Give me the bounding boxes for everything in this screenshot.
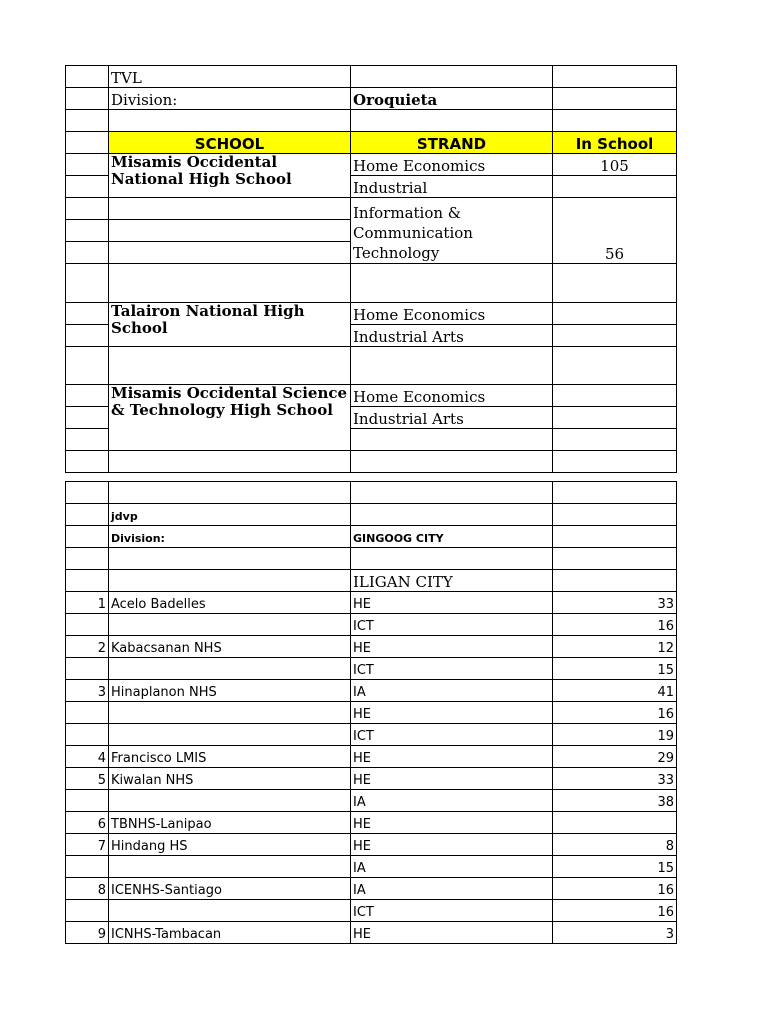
school-cell[interactable]: Acelo Badelles xyxy=(109,592,351,614)
row-number[interactable]: 2 xyxy=(66,636,109,658)
table-row xyxy=(66,592,677,614)
header-strand[interactable]: STRAND xyxy=(351,132,553,154)
school-name[interactable]: Misamis Occidental National High School xyxy=(109,154,351,198)
count-cell[interactable]: 33 xyxy=(553,592,677,614)
school-cell[interactable] xyxy=(109,724,351,746)
row-number[interactable]: 3 xyxy=(66,680,109,702)
count-cell[interactable]: 8 xyxy=(553,834,677,856)
strand-cell[interactable]: IA xyxy=(351,878,553,900)
count-cell[interactable] xyxy=(553,812,677,834)
count-cell[interactable]: 29 xyxy=(553,746,677,768)
row-number[interactable] xyxy=(66,724,109,746)
count-cell[interactable]: 12 xyxy=(553,636,677,658)
jdvp-table xyxy=(65,481,677,944)
strand-cell[interactable]: HE xyxy=(351,702,553,724)
row-number[interactable]: 9 xyxy=(66,922,109,944)
count-cell[interactable]: 38 xyxy=(553,790,677,812)
strand-cell[interactable]: HE xyxy=(351,768,553,790)
table-row xyxy=(66,790,677,812)
row-number[interactable] xyxy=(66,856,109,878)
count-cell[interactable]: 16 xyxy=(553,900,677,922)
school-cell[interactable] xyxy=(109,900,351,922)
spreadsheet xyxy=(65,65,676,944)
table-row xyxy=(66,812,677,834)
count-cell[interactable]: 16 xyxy=(553,702,677,724)
row-number[interactable]: 8 xyxy=(66,878,109,900)
division-value[interactable]: GINGOOG CITY xyxy=(351,526,553,548)
count-cell[interactable]: 16 xyxy=(553,614,677,636)
strand-cell[interactable]: ICT xyxy=(351,658,553,680)
division-label[interactable]: Division: xyxy=(109,526,351,548)
cell[interactable] xyxy=(66,66,109,88)
table-row xyxy=(66,834,677,856)
strand-cell[interactable]: HE xyxy=(351,746,553,768)
row-number[interactable] xyxy=(66,614,109,636)
count-cell[interactable]: 19 xyxy=(553,724,677,746)
cell[interactable] xyxy=(66,88,109,110)
table-row xyxy=(66,680,677,702)
row-number[interactable]: 7 xyxy=(66,834,109,856)
strand-cell[interactable]: HE xyxy=(351,922,553,944)
header-in-school[interactable]: In School xyxy=(553,132,677,154)
school-name[interactable]: Talairon National High School xyxy=(109,303,351,347)
strand-cell[interactable]: HE xyxy=(351,812,553,834)
school-cell[interactable]: Kabacsanan NHS xyxy=(109,636,351,658)
school-cell[interactable]: Francisco LMIS xyxy=(109,746,351,768)
table-title[interactable]: TVL xyxy=(109,66,351,88)
school-cell[interactable]: Kiwalan NHS xyxy=(109,768,351,790)
school-cell[interactable] xyxy=(109,790,351,812)
cell[interactable] xyxy=(553,66,677,88)
count-cell[interactable] xyxy=(553,407,677,429)
table-row xyxy=(66,922,677,944)
school-cell[interactable] xyxy=(109,658,351,680)
count-cell[interactable]: 16 xyxy=(553,878,677,900)
row-number[interactable] xyxy=(66,702,109,724)
count-cell[interactable]: 56 xyxy=(553,198,677,264)
row-number[interactable]: 6 xyxy=(66,812,109,834)
strand-cell[interactable]: HE xyxy=(351,592,553,614)
count-cell[interactable]: 41 xyxy=(553,680,677,702)
row-number[interactable] xyxy=(66,658,109,680)
school-cell[interactable]: Hinaplanon NHS xyxy=(109,680,351,702)
cell[interactable] xyxy=(553,88,677,110)
table-row xyxy=(66,900,677,922)
row-number[interactable]: 1 xyxy=(66,592,109,614)
division-label[interactable]: Division: xyxy=(109,88,351,110)
school-cell[interactable]: TBNHS-Lanipao xyxy=(109,812,351,834)
table-row xyxy=(66,636,677,658)
strand-cell[interactable]: Industrial xyxy=(351,176,553,198)
school-cell[interactable] xyxy=(109,614,351,636)
strand-cell[interactable]: Home Economics xyxy=(351,154,553,176)
row-number[interactable] xyxy=(66,900,109,922)
strand-cell[interactable]: IA xyxy=(351,856,553,878)
school-name[interactable]: Misamis Occidental Science & Technology High School xyxy=(109,385,351,451)
strand-cell[interactable]: Information & Communication Technology xyxy=(351,198,553,264)
strand-cell[interactable]: IA xyxy=(351,680,553,702)
row-number[interactable] xyxy=(66,790,109,812)
count-cell[interactable]: 3 xyxy=(553,922,677,944)
count-cell[interactable] xyxy=(553,325,677,347)
strand-cell[interactable]: Industrial Arts xyxy=(351,407,553,429)
count-cell[interactable]: 105 xyxy=(553,154,677,176)
table-row xyxy=(66,746,677,768)
count-cell[interactable] xyxy=(553,303,677,325)
count-cell[interactable]: 15 xyxy=(553,658,677,680)
table-row xyxy=(66,724,677,746)
tvl-table xyxy=(65,65,677,473)
division-value[interactable]: Oroquieta xyxy=(351,88,553,110)
strand-cell[interactable]: Home Economics xyxy=(351,303,553,325)
school-cell[interactable]: ICENHS-Santiago xyxy=(109,878,351,900)
count-cell[interactable]: 15 xyxy=(553,856,677,878)
strand-cell[interactable]: HE xyxy=(351,834,553,856)
count-cell[interactable]: 33 xyxy=(553,768,677,790)
strand-cell[interactable]: HE xyxy=(351,636,553,658)
school-cell[interactable] xyxy=(109,702,351,724)
table-row xyxy=(66,878,677,900)
count-cell[interactable] xyxy=(553,176,677,198)
city-label[interactable]: ILIGAN CITY xyxy=(351,570,553,592)
strand-cell[interactable]: Industrial Arts xyxy=(351,325,553,347)
strand-cell[interactable]: ICT xyxy=(351,614,553,636)
strand-cell[interactable]: ICT xyxy=(351,724,553,746)
strand-cell[interactable]: IA xyxy=(351,790,553,812)
school-cell[interactable] xyxy=(109,856,351,878)
table-row xyxy=(66,614,677,636)
row-number[interactable]: 4 xyxy=(66,746,109,768)
table-row xyxy=(66,702,677,724)
table-row xyxy=(66,768,677,790)
count-cell[interactable] xyxy=(553,385,677,407)
table-title[interactable]: jdvp xyxy=(109,504,351,526)
row-number[interactable]: 5 xyxy=(66,768,109,790)
header-school[interactable]: SCHOOL xyxy=(109,132,351,154)
table-row xyxy=(66,856,677,878)
strand-cell[interactable]: Home Economics xyxy=(351,385,553,407)
table-row xyxy=(66,658,677,680)
school-cell[interactable]: ICNHS-Tambacan xyxy=(109,922,351,944)
strand-cell[interactable]: ICT xyxy=(351,900,553,922)
school-cell[interactable]: Hindang HS xyxy=(109,834,351,856)
cell[interactable] xyxy=(351,66,553,88)
